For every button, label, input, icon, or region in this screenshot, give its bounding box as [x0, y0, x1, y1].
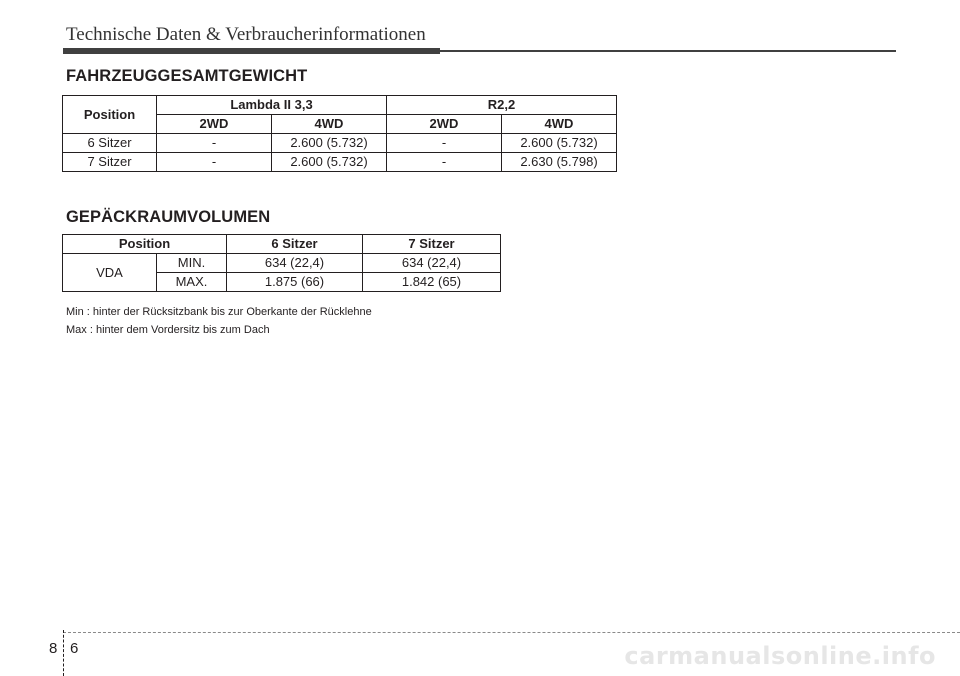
- footer-dashed-rule: [63, 632, 960, 633]
- note-min: Min : hinter der Rücksitzbank bis zur Oberkante der Rücklehne: [66, 306, 372, 318]
- header-drive: 2WD: [157, 115, 272, 134]
- luggage-volume-table: [62, 234, 501, 292]
- gross-weight-table: [62, 95, 617, 172]
- table-cell: 2.600 (5.732): [502, 134, 617, 153]
- table-cell: 1.842 (65): [363, 273, 501, 292]
- table-cell: -: [157, 153, 272, 172]
- page-number-page: 6: [70, 640, 79, 657]
- table-row: [63, 254, 501, 273]
- section-title-gross-weight: FAHRZEUGGESAMTGEWICHT: [66, 67, 308, 85]
- row-label: 6 Sitzer: [63, 134, 157, 153]
- header-7-seats: 7 Sitzer: [363, 235, 501, 254]
- row-label: MIN.: [157, 254, 227, 273]
- page-number-chapter: 8: [49, 640, 58, 657]
- table-cell: -: [387, 134, 502, 153]
- header-engine-lambda: Lambda II 3,3: [157, 96, 387, 115]
- table-row: [63, 153, 617, 172]
- table-cell: -: [387, 153, 502, 172]
- row-label: MAX.: [157, 273, 227, 292]
- header-position: Position: [63, 235, 227, 254]
- table-cell: 2.600 (5.732): [272, 134, 387, 153]
- header-drive: 4WD: [502, 115, 617, 134]
- section-title-luggage-volume: GEPÄCKRAUMVOLUMEN: [66, 208, 271, 226]
- header-rule-thick: [63, 48, 440, 54]
- note-max: Max : hinter dem Vordersitz bis zum Dach: [66, 324, 270, 336]
- table-cell: 2.630 (5.798): [502, 153, 617, 172]
- page-number-separator: [63, 630, 64, 676]
- header-rule-thin: [440, 50, 896, 52]
- table-cell: 1.875 (66): [227, 273, 363, 292]
- header-drive: 2WD: [387, 115, 502, 134]
- table-cell: 634 (22,4): [227, 254, 363, 273]
- header-6-seats: 6 Sitzer: [227, 235, 363, 254]
- table-cell: 634 (22,4): [363, 254, 501, 273]
- table-cell: 2.600 (5.732): [272, 153, 387, 172]
- group-label-vda: VDA: [63, 254, 157, 292]
- page-header-title: Technische Daten & Verbraucherinformationen: [66, 24, 426, 45]
- header-drive: 4WD: [272, 115, 387, 134]
- table-row: [63, 134, 617, 153]
- header-engine-r22: R2,2: [387, 96, 617, 115]
- table-cell: -: [157, 134, 272, 153]
- watermark-text: carmanualsonline.info: [624, 642, 936, 670]
- row-label: 7 Sitzer: [63, 153, 157, 172]
- header-position: Position: [63, 96, 157, 134]
